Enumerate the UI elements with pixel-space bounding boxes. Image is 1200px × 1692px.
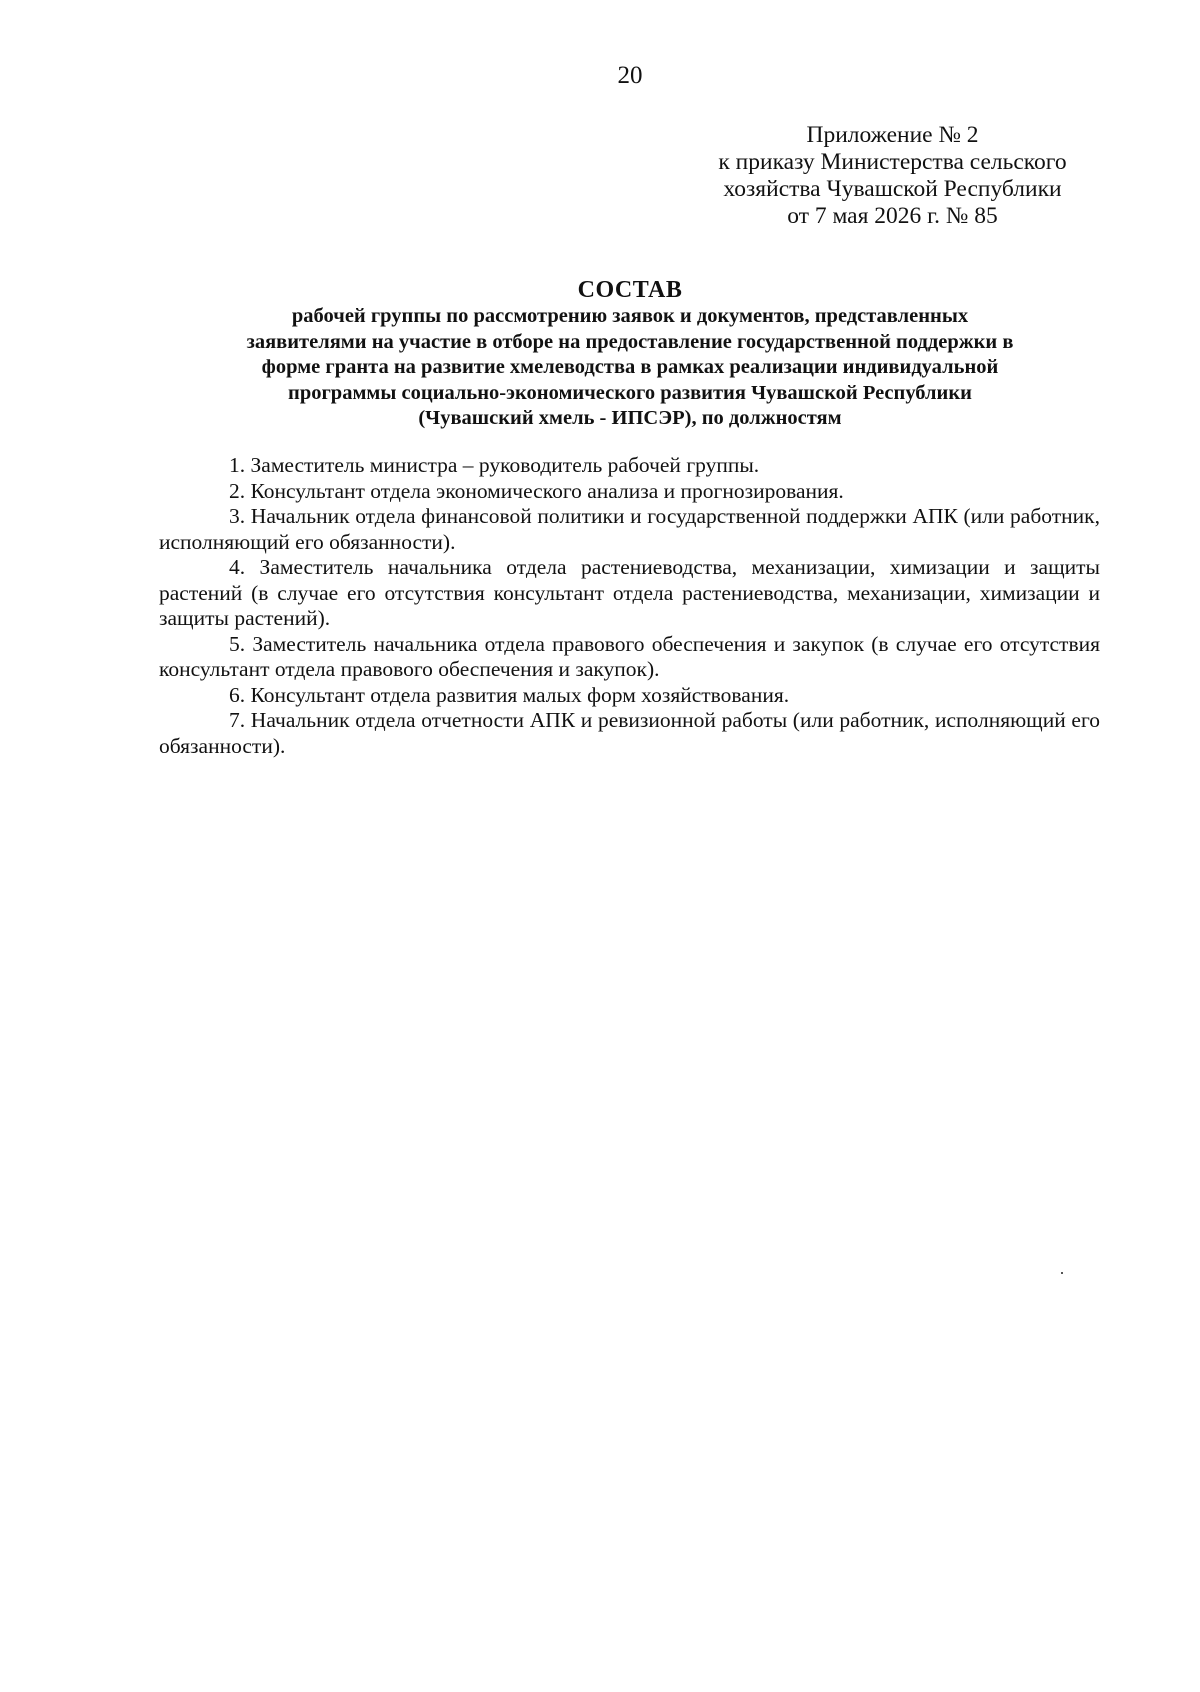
scan-speck <box>1061 1272 1063 1274</box>
list-item: 7. Начальник отдела отчетности АПК и ревизионной работы (или работник, исполняющий его обязанности). <box>159 708 1100 758</box>
page-number: 20 <box>617 62 643 89</box>
subtitle-line: рабочей группы по рассмотрению заявок и документов, представленных <box>291 305 969 327</box>
list-item: 2. Консультант отдела экономического анализа и прогнозирования. <box>229 478 844 503</box>
subtitle-line: (Чувашский хмель - ИПСЭР), по должностям <box>418 407 842 429</box>
appendix-line: Приложение № 2 <box>806 122 979 148</box>
document-title: СОСТАВ <box>577 277 683 303</box>
list-item: 3. Начальник отдела финансовой политики и государственной поддержки АПК (или работник, исполняющий его обязанности). <box>159 504 1100 554</box>
list-item: 1. Заместитель министра – руководитель рабочей группы. <box>229 453 760 477</box>
appendix-line: к приказу Министерства сельского <box>718 149 1067 175</box>
appendix-line: от 7 мая 2026 г. № 85 <box>787 203 998 229</box>
subtitle-line: форме гранта на развитие хмелеводства в рамках реализации индивидуальной <box>261 356 999 378</box>
subtitle-line: заявителями на участие в отборе на предоставление государственной поддержки в <box>246 330 1014 353</box>
subtitle-line: программы социально-экономического развития Чувашской Республики <box>288 381 972 404</box>
document-subtitle <box>150 304 1110 432</box>
list-item: 5. Заместитель начальника отдела правового обеспечения и закупок (в случае его отсутствия консультант отдела правового обеспечения и закупок). <box>159 631 1100 681</box>
membership-list <box>159 453 1100 759</box>
appendix-line: хозяйства Чувашской Республики <box>723 176 1062 202</box>
appendix-reference <box>700 122 1085 230</box>
title-block <box>150 276 1110 432</box>
list-item: 6. Консультант отдела развития малых форм хозяйствования. <box>229 682 790 707</box>
list-item: 4. Заместитель начальника отдела растениеводства, механизации, химизации и защиты растений (в случае его отсутствия консультант отдела растениеводства, механизации, химизации и защиты растений). <box>159 555 1100 630</box>
